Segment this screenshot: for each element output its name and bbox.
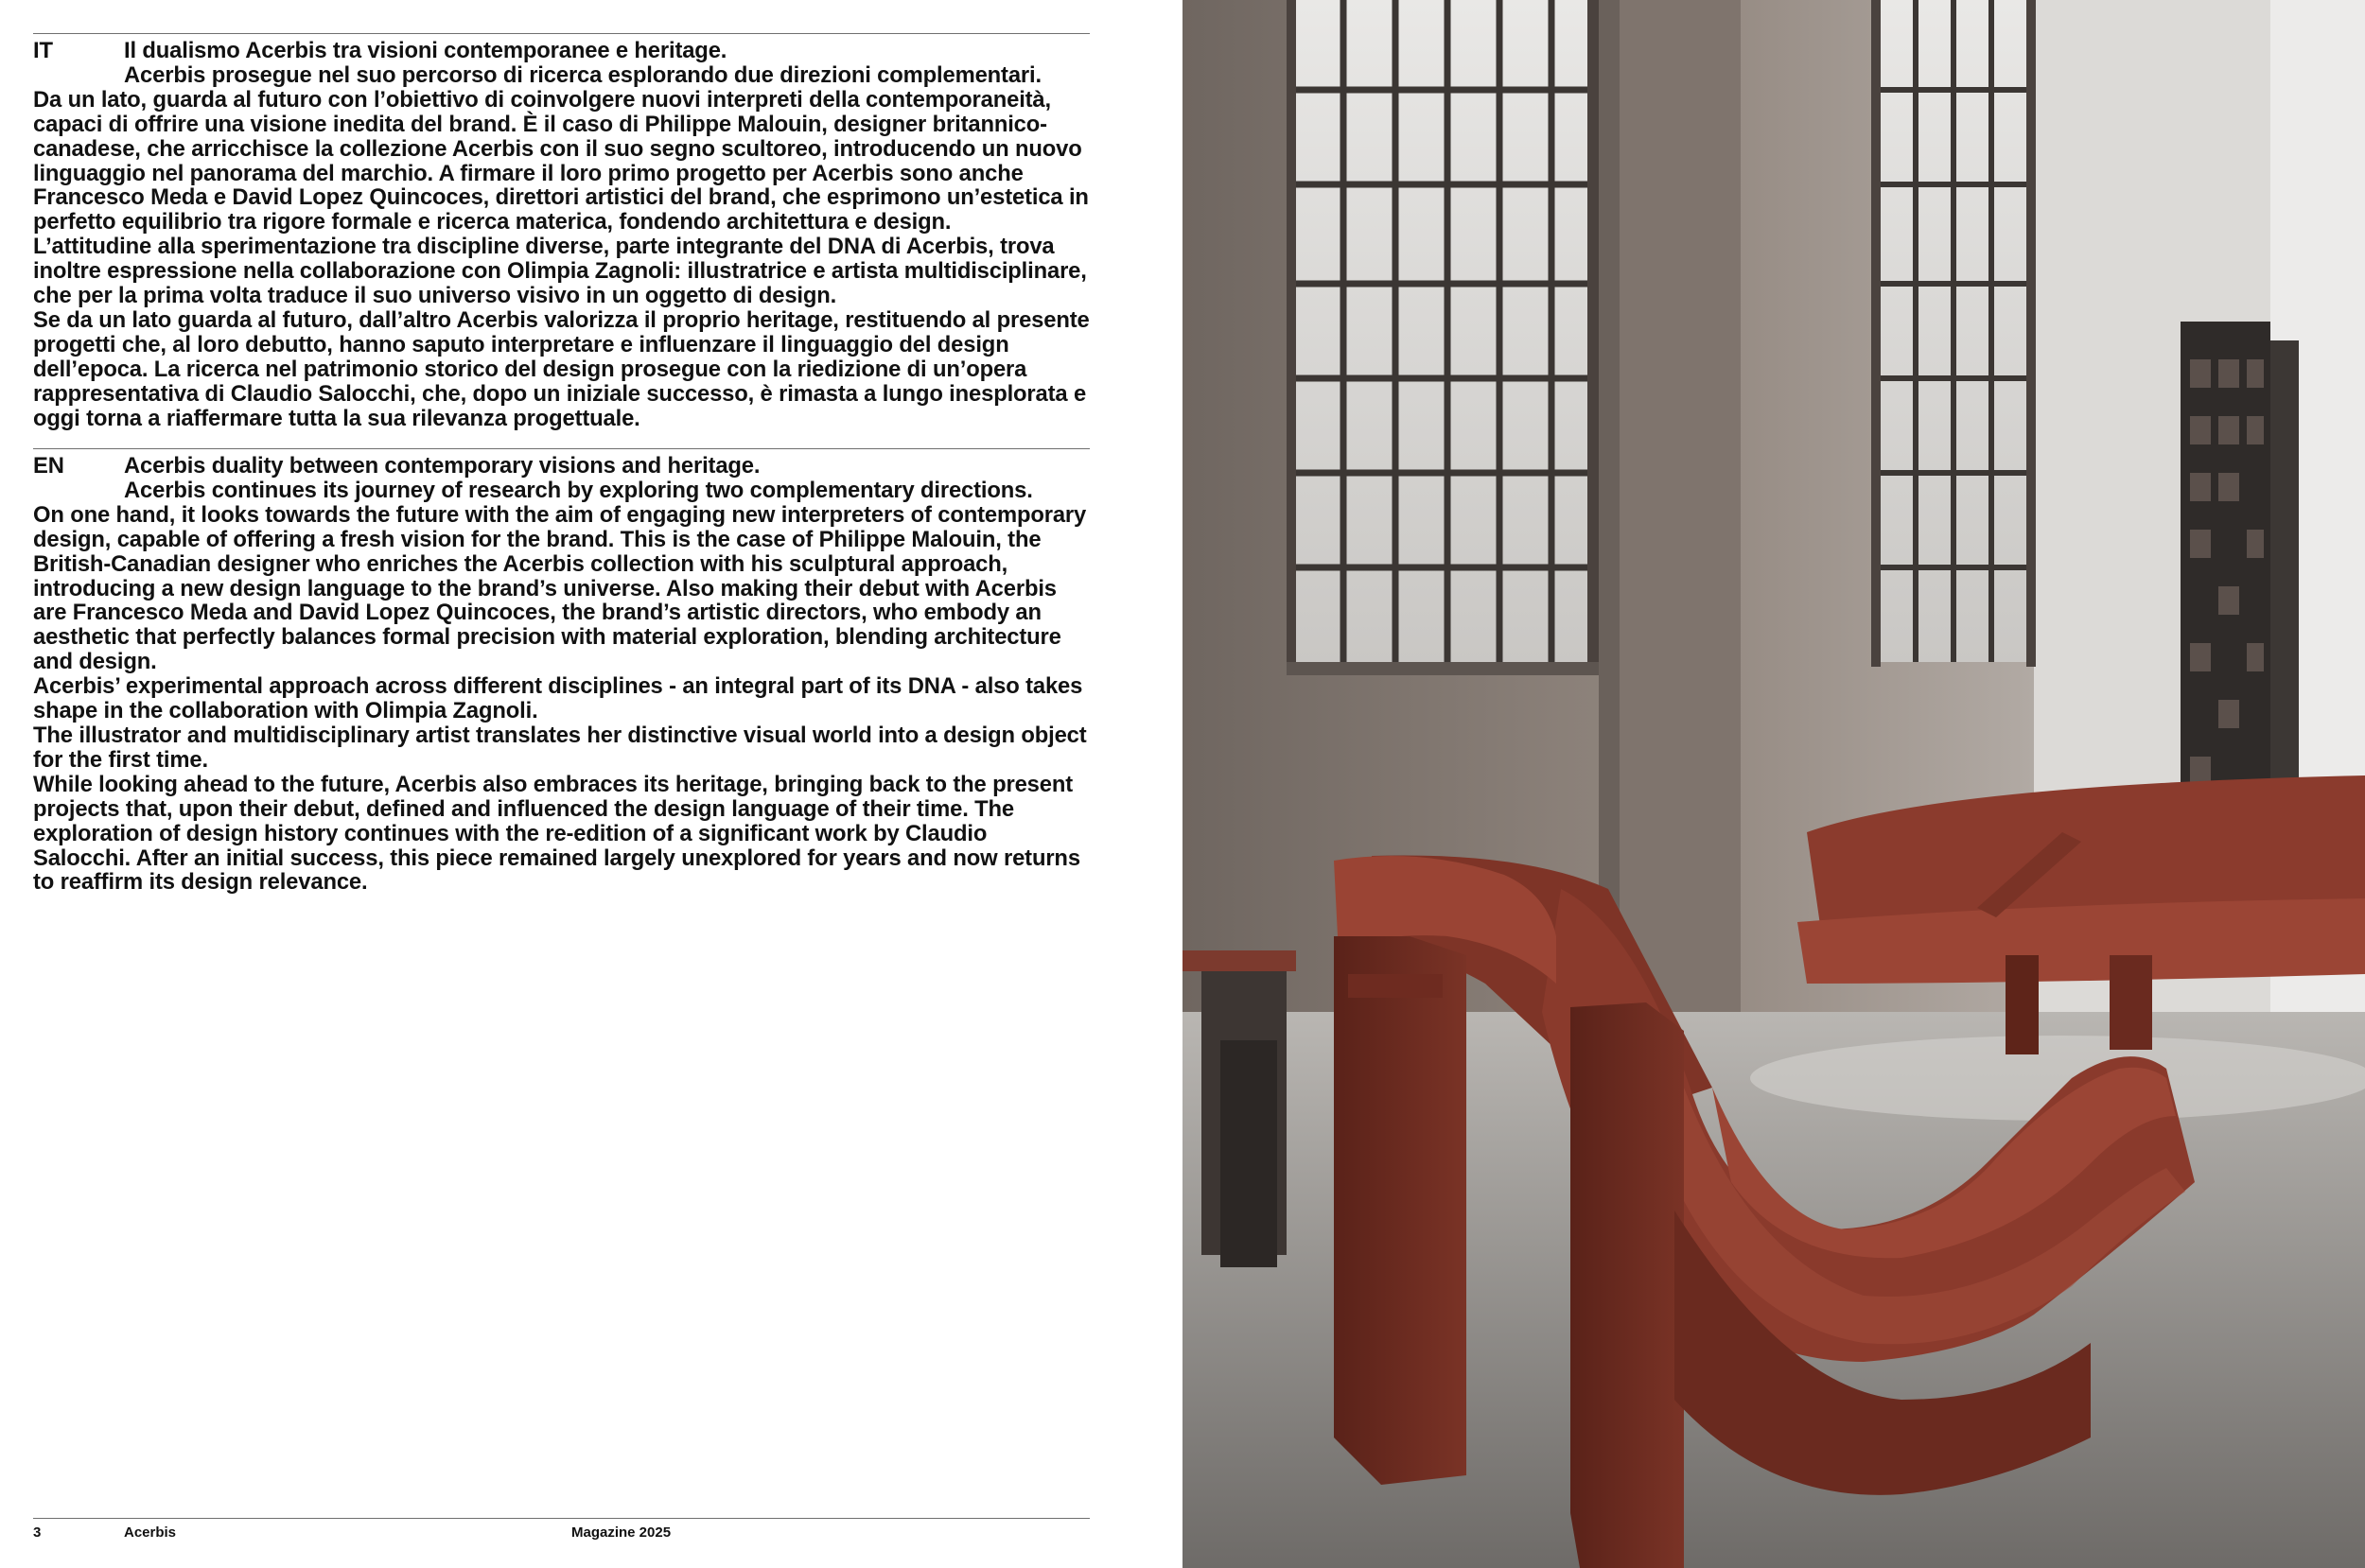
left-window bbox=[1287, 0, 1599, 675]
english-title: Acerbis duality between contemporary visions and heritage. bbox=[124, 453, 761, 479]
italian-lead: Acerbis prosegue nel suo percorso di ricerca esplorando due direzioni complementari. bbox=[124, 61, 1042, 88]
italian-title: Il dualismo Acerbis tra visioni contemporanee e heritage. bbox=[124, 38, 727, 63]
footer-brand: Acerbis bbox=[124, 1524, 177, 1541]
italian-section bbox=[33, 33, 1090, 431]
english-lead: Acerbis continues its journey of research by exploring two complementary directions. bbox=[124, 477, 1033, 503]
language-label-it: IT bbox=[33, 38, 53, 63]
english-section bbox=[33, 448, 1090, 895]
page-number: 3 bbox=[33, 1524, 42, 1541]
language-label-en: EN bbox=[33, 453, 64, 479]
italian-paragraph-1: Da un lato, guarda al futuro con l’obiettivo di coinvolgere nuovi interpreti della contemporaneità, capaci di offrire una visione inedita del brand. È il caso di Philippe Malouin, designer britannico-canadese, che arricchisce la collezione Acerbis con il suo segno scultoreo, introducendo un nuovo linguaggio nel panorama del marchio. A firmare il loro primo progetto per Acerbis sono anche Francesco Meda e David Lopez Quincoces, direttori artistici del brand, che esprimono un’estetica in perfetto equilibrio tra rigore formale e ricerca materica, fondendo architettura e design. bbox=[33, 86, 1089, 235]
right-window bbox=[1871, 0, 2036, 667]
chair-photo bbox=[1182, 0, 2365, 1568]
english-paragraph-2: Acerbis’ experimental approach across different disciplines - an integral part of its DNA - also takes shape in the collaboration with Olimpia Zagnoli. bbox=[33, 673, 1083, 724]
italian-paragraph-2: L’attitudine alla sperimentazione tra discipline diverse, parte integrante del DNA di Acerbis, trova inoltre espressione nella collaborazione con Olimpia Zagnoli: illustratrice e artista multidisciplinare, che per la prima volta traduce il suo universo visivo in un oggetto di design. bbox=[33, 234, 1087, 309]
english-paragraph-4: While looking ahead to the future, Acerbis also embraces its heritage, bringing back to the present projects that, upon their debut, defined and influenced the design language of their time. The exploration of design history continues with the re-edition of a significant work by Claudio Salocchi. After an initial success, this piece remained largely unexplored for years and now returns to reaffirm its design relevance. bbox=[33, 771, 1080, 896]
text-page bbox=[0, 0, 1182, 1568]
page-footer bbox=[33, 1518, 1090, 1541]
italian-paragraph-3: Se da un lato guarda al futuro, dall’altro Acerbis valorizza il proprio heritage, restituendo al presente progetti che, al loro debutto, hanno saputo interpretare e influenzare il linguaggio del design dell’epoca. La ricerca nel patrimonio storico del design prosegue con la riedizione di un’opera rappresentativa di Claudio Salocchi, che, dopo un iniziale successo, è rimasta a lungo inesplorata e oggi torna a riaffermare tutta la sua rilevanza progettuale. bbox=[33, 306, 1090, 431]
footer-publication: Magazine 2025 bbox=[571, 1524, 672, 1541]
english-paragraph-3: The illustrator and multidisciplinary artist translates her distinctive visual world into a design object for the first time. bbox=[33, 722, 1087, 773]
english-paragraph-1: On one hand, it looks towards the future with the aim of engaging new interpreters of contemporary design, capable of offering a fresh vision for the brand. This is the case of Philippe Malouin, the British-Canadian designer who enriches the Acerbis collection with his sculptural approach, introducing a new design language to the brand’s universe. Also making their debut with Acerbis are Francesco Meda and David Lopez Quincoces, the brand’s artistic directors, who embody an aesthetic that perfectly balances formal precision with material exploration, blending architecture and design. bbox=[33, 501, 1087, 675]
